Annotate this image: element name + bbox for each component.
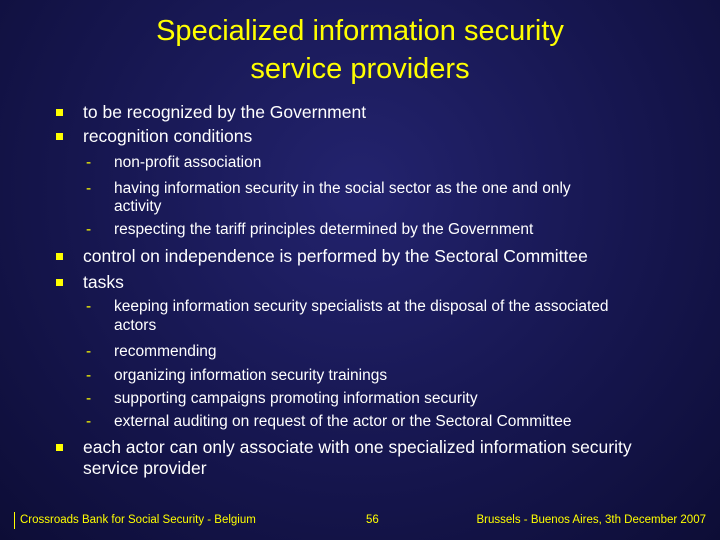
sub-item-text: having information security in the social sector as the one and only bbox=[114, 180, 571, 197]
dash-marker: - bbox=[86, 343, 92, 360]
square-bullet-icon bbox=[56, 133, 63, 140]
bullet-text: control on independence is performed by the Sectoral Committee bbox=[83, 246, 588, 266]
sub-item-text: external auditing on request of the actor or the Sectoral Committee bbox=[114, 413, 572, 430]
slide-title-line-1: Specialized information security bbox=[156, 15, 564, 47]
dash-marker: - bbox=[86, 390, 92, 407]
dash-marker: - bbox=[86, 367, 92, 384]
sub-item-text: activity bbox=[114, 198, 162, 215]
dash-marker: - bbox=[86, 298, 92, 315]
footer-organization: Crossroads Bank for Social Security - Belgium bbox=[20, 514, 256, 526]
sub-item-text: organizing information security trainings bbox=[114, 367, 388, 384]
square-bullet-icon bbox=[56, 109, 63, 116]
bullet-text: to be recognized by the Government bbox=[83, 102, 367, 122]
sub-item-text: recommending bbox=[114, 343, 217, 360]
slide-title-line-2: service providers bbox=[250, 53, 470, 85]
footer-divider bbox=[14, 512, 15, 529]
sub-item-text: keeping information security specialists at the disposal of the associated bbox=[114, 298, 609, 315]
dash-marker: - bbox=[86, 221, 92, 238]
dash-marker: - bbox=[86, 154, 92, 171]
sub-item-text: respecting the tariff principles determined by the Government bbox=[114, 221, 534, 238]
square-bullet-icon bbox=[56, 253, 63, 260]
page-number: 56 bbox=[366, 514, 379, 526]
slide-footer bbox=[0, 509, 720, 531]
square-bullet-icon bbox=[56, 279, 63, 286]
square-bullet-icon bbox=[56, 444, 63, 451]
sub-item-text: non-profit association bbox=[114, 154, 262, 171]
sub-item-text: actors bbox=[114, 317, 157, 334]
dash-marker: - bbox=[86, 413, 92, 430]
sub-item-text: supporting campaigns promoting information security bbox=[114, 390, 478, 407]
bullet-text: tasks bbox=[83, 272, 124, 292]
dash-marker: - bbox=[86, 180, 92, 197]
bullet-text: each actor can only associate with one specialized information security service provider bbox=[83, 437, 632, 478]
bullet-text: recognition conditions bbox=[83, 126, 253, 146]
footer-event: Brussels - Buenos Aires, 3th December 2007 bbox=[476, 514, 706, 526]
